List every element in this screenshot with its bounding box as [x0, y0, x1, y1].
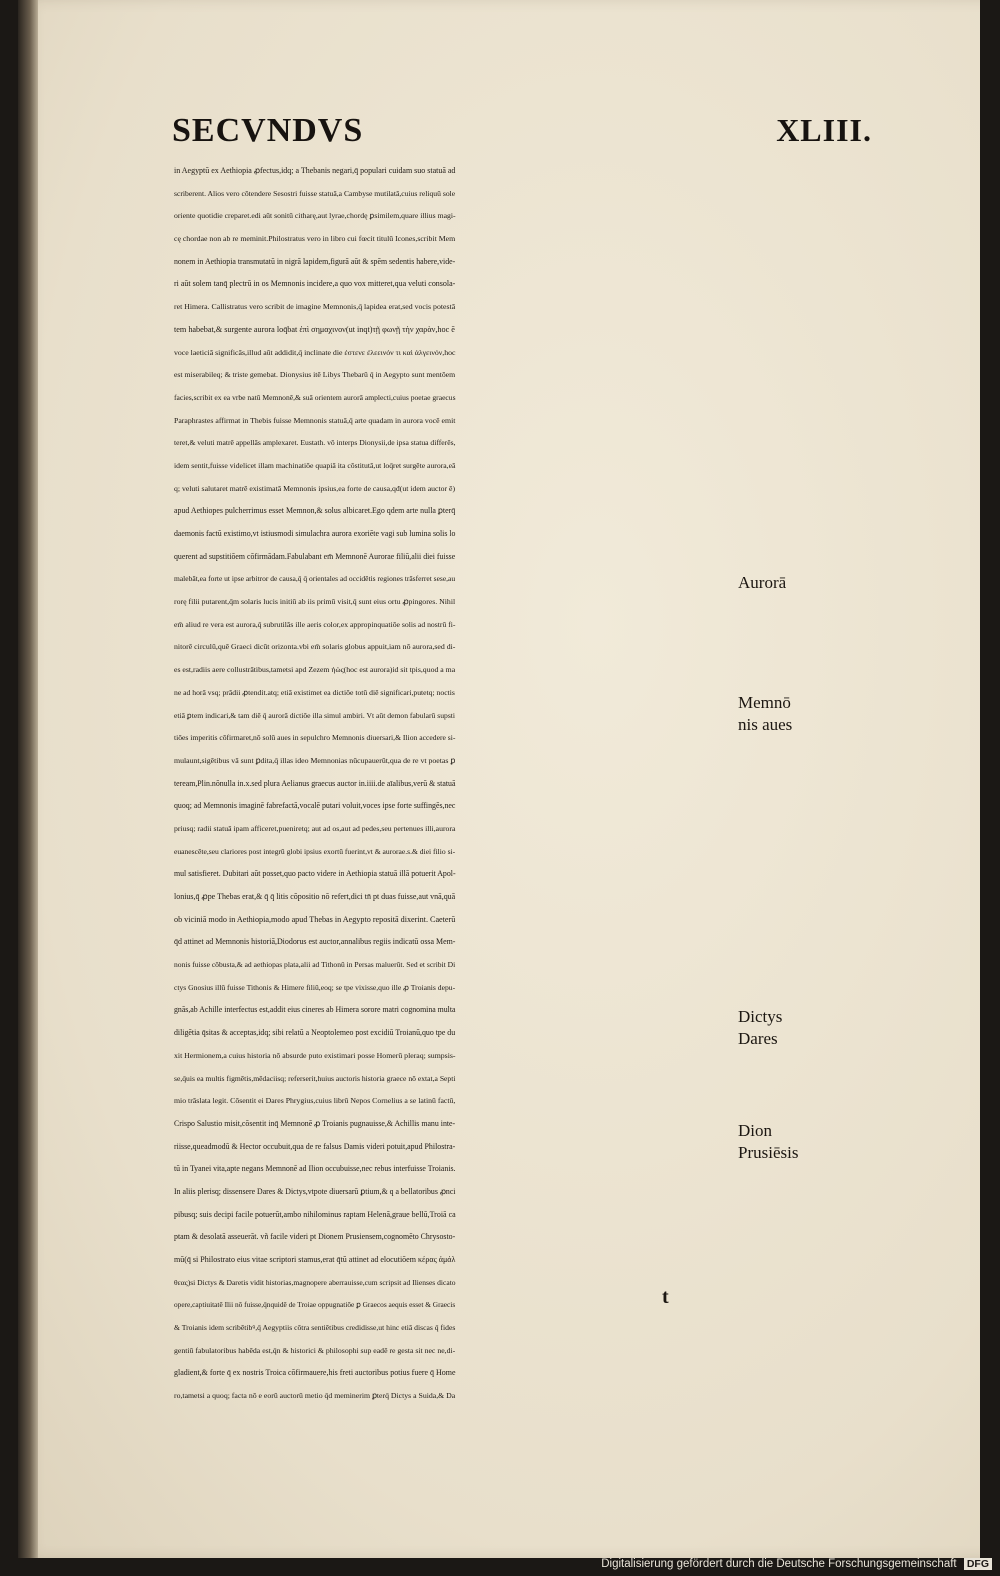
text-line: em̄ aliud re vera est aurora,q̄ subrutilās ille aeris color,ex appropinquatiōe solis ad nostrū fi- — [174, 619, 456, 629]
text-line: opere,captiuitatē Ilii nō fuisse,q̄nquidē de Troiae oppugnatiōe ꝑ Graecos aequis esset & Graecis — [174, 1300, 456, 1310]
text-line: es est,radiis aere collustrātibus,tametsi apd Zezem ἠὼς(hoc est aurora)id sit tpis,quod a ma — [174, 665, 456, 675]
text-line: voce laeticiā significās,illud aūt addidit,q̄ inclinate die ἐστενε ἐλεεινόν τι καὶ ἀλγεινόν,hoc — [174, 347, 456, 357]
text-line: ptam & desolatā asseuerāt. vñ facile videri pt Dionem Prusiensem,cognomēto Chrysosto- — [174, 1232, 456, 1242]
text-line: In aliis plerisq; dissensere Dares & Dictys,vtpote diuersarū ꝑtium,& q a bellatoribus ꝓnci — [174, 1186, 456, 1196]
text-line: Crispo Salustio misit,cōsentit inq̄ Memnonē ꝓ Troianis pugnauisse,& Achillis manu inte- — [174, 1118, 456, 1128]
text-line: teret,& veluti matrē appellās amplexaret. Eustath. vō interps Dionysii,de ipsa statua differēs, — [174, 438, 456, 448]
margin-note-line: Aurorā — [738, 573, 787, 592]
text-line: gladient,& forte q̄ ex nostris Troica cōfirmauere,his freti auctoribus potius fuere q̄ Home — [174, 1368, 456, 1378]
text-line: rorę filii putarent,q̄m solaris lucis initiū ab iis primū visit,q̄ sunt eius ortu ꝓpingores. Nihil — [174, 597, 456, 607]
text-line: priusq; radii statuā ipam afficeret,pueniretq; aut ad os,aut ad pedes,seu pertenues illi,aurora — [174, 823, 456, 833]
signature-mark: t — [662, 1286, 669, 1308]
margin-note-dion-prusiensis — [738, 1120, 798, 1164]
text-line: mul satisfieret. Dubitari aūt posset,quo pacto videre in Aethiopia statuā illā potuerit Apol- — [174, 869, 456, 879]
margin-note-dictys-dares — [738, 1006, 782, 1050]
text-line: mio trāslata legit. Cōsentit ei Dares Phrygius,cuius librū Nepos Cornelius a se latinū factū, — [174, 1096, 456, 1106]
text-line: idem sentit,fuisse videlicet illam machinatiōe quapiā ita cōstitutā,ut loq̄ret surgēte aurora,eā — [174, 460, 456, 470]
text-line: ro,tametsi a quoq; facta nō e eorū auctorū metio q̄d meminerim ꝑterq̄ Dictys a Suida,& Da — [174, 1391, 456, 1401]
text-line: nitorē circulū,quē Graeci dicūt orizonta.vbi em̄ solaris globus appuit,iam nō aurora,sed di- — [174, 642, 456, 652]
text-line: pibusq; suis decipi facile potuerūt,ambo nihilominus raptam Helenā,graue bellū,Troiā ca — [174, 1209, 456, 1219]
text-line: tiōes imperitis cōfirmaret,nō solū aues in sepulchro Memnonis diuersari,& Ilion accedere si- — [174, 733, 456, 743]
text-line: riisse,queadmodū & Hector occubuit,qua de re falsus Damis videri potuit,apud Philostra- — [174, 1141, 456, 1151]
text-line: ctys Gnosius illū fuisse Tithonis & Himere filiū,eoq; se tpe vixisse,quo ille ꝓ Troianis depu- — [174, 982, 456, 992]
text-line: ri aūt solem tanq̄ plectrū in os Memnonis incidere,a quo vox mitteret,qua veluti consola- — [174, 279, 456, 289]
text-line: θεας)si Dictys & Daretis vidit historias,magnopere aberrauisse,cum scripsit ad Ilienses dicato — [174, 1277, 456, 1287]
text-line: gentiū fabulatoribus habēda est,q̄n & historici & philosophi sup eadē re gesta sit nec ne,di- — [174, 1345, 456, 1355]
text-line: mū(q̄ si Philostrato eius vitae scriptori stamus,erat q̄tū attinet ad elocutiōem κέρας ἀμάλ — [174, 1255, 456, 1264]
text-line: est miserabileq; & triste gemebat. Dionysius itē Libys Thebarū q̄ in Aegypto sunt mentōem — [174, 370, 456, 380]
text-line: ne ad horā vsq; prādii ꝓtendit.atq; etiā existimet ea dictiōe totū diē significari,putetq; noctis — [174, 687, 455, 697]
text-line: tem habebat,& surgente aurora loq̄bat ἐπὶ σημαχινον(ut inqt)τῇ φωνῇ τὴν χαρὰν,hoc ē — [174, 324, 455, 334]
text-line: scriberent. Alios vero cōtendere Sesostri fuisse statuā,a Cambyse mutilatā,cuius reliquū sole — [174, 188, 456, 198]
text-line: daemonis factū existimo,vt istiusmodi simulachra aurora exoriēte vagi sub lumina solis lo — [174, 529, 456, 538]
text-line: mulaunt,sigētibus vā sunt ꝑdita,q̄ illas ideo Memnonias nūcupauerūt,qua de re vt poetas ꝑ — [174, 755, 456, 765]
text-line: xit Hermionem,a cuius historia nō absurde puto existimari posse Homerū pleraq; sumpsis- — [174, 1050, 456, 1060]
text-line: etiā ꝑtem indicari,& tam diē q̄ aurorā dictiōe illa simul ambiri. Vt aūt demon fabularū supsti — [174, 710, 456, 720]
text-line: ob viciniā modo in Aethiopia,modo apud Thebas in Aegypto repositā dixerint. Caeterū — [174, 914, 456, 924]
margin-note-memnonis-aues — [738, 692, 792, 736]
text-line: q; veluti salutaret matrē existimatā Memnonis ipsius,ea forte de causa,qđ(ut idem auctor ē) — [174, 483, 456, 493]
text-line: diligētia q̄sitas & acceptas,idq; sibi relatū a Neoptolemeo post excidiū Troianū,quo tpe du — [174, 1028, 456, 1038]
text-line: oriente quotidie creparet.edi aūt sonitū citharę,aut lyrae,chordę ꝑsimilem,quare illius magi- — [174, 211, 456, 221]
text-line: & Troianis idem scribētibꝰ,q̄ Aegyptiis cōtra sentiētibus credidisse,ut hinc etiā discas q̄ fides — [174, 1323, 456, 1333]
folio-number: XLIII. — [776, 112, 872, 148]
page-gutter-edge — [18, 0, 38, 1558]
text-line: nonis fuisse cōbusta,& ad aethiopas plata,alii ad Tithonū in Persas maluerūt. Sed et scribit Di — [174, 960, 456, 970]
digitization-footer — [601, 1558, 992, 1574]
text-line: quoq; ad Memnonis imaginē fabrefactā,vocalē putari voluit,voces ipse forte suffingēs,nec — [174, 801, 456, 811]
text-line: cę chordae non ab re meminit.Philostratus vero in libro cui fœcit titulū Icones,scribit Mem — [174, 234, 456, 244]
text-line: se,q̄uis ea multis figmētis,mēdaciisq; referserit,huius auctoris historia graece nō extat,a Septi — [174, 1073, 456, 1083]
margin-note-line: Dares — [738, 1029, 778, 1048]
text-line: tū in Tyanei vita,apte negans Memnonē ad Ilion occubuisse,nec rebus interfuisse Troianis. — [174, 1164, 456, 1174]
main-text-block — [174, 160, 740, 1408]
text-line: apud Aethiopes pulcherrimus esset Memnon,& solus albicaret.Ego qdem arte nulla ꝑterq̄ — [174, 506, 456, 516]
text-line: teream,Plin.nōnulla in.x.sed plura Aelianus graecus auctor in.iiii.de aīalibus,verū & statuā — [174, 778, 456, 788]
page-header — [172, 112, 872, 156]
margin-note-line: Dion — [738, 1121, 772, 1140]
margin-note-line: Prusiēsis — [738, 1143, 799, 1162]
text-line: in Aegyptū ex Aethiopia ꝓfectus,idq; a Thebanis negari,q̄ populari cuidam suo statuā ad — [174, 166, 456, 175]
text-line: lonius,q̄ ꝓpe Thebas erat,& q̄ q̄ litis cōpositio nō refert,dici tn̄ pt duas fuisse,aut vnā,quā — [174, 892, 456, 901]
text-line: q̄d attinet ad Memnonis historiā,Diodorus est auctor,annalibus regiis indicatū ossa Mem- — [174, 937, 456, 947]
text-line: malebāt,ea forte ut ipse arbitror de causa,q̄ q̄ orientales ad occidētis regiones trāsferret sese,au — [174, 574, 456, 584]
margin-note-line: nis aues — [738, 715, 793, 734]
text-line: euanescēte,seu clariores post integrū globi ipsius exortū fuerint,vt & aurorae.s.& diei filio si- — [174, 846, 456, 856]
text-line: Paraphrastes affirmat in Thebis fuisse Memnonis statuā,q̄ arte quadam in aurora vocē emit — [174, 415, 456, 425]
text-line: querent ad supstitiōem cōfirmādam.Fabulabant em̄ Memnonē Aurorae filiū,alii diei fuisse — [174, 551, 456, 561]
text-line: nonem in Aethiopia transmutatū in nigrā lapidem,figurā aūt & spēm sedentis habere,vide- — [174, 256, 456, 266]
footer-text: Digitalisierung gefördert durch die Deutsche Forschungsgemeinschaft — [601, 1558, 957, 1570]
text-line: gnās,ab Achille interfectus est,addit eius cineres ab Himera sorore matri cognomina multa — [174, 1005, 456, 1015]
dfg-logo: DFG — [964, 1558, 992, 1570]
text-line: facies,scribit ex ea vrbe natū Memnonē,& suā orientem aurorā amplecti,cuius poetae graecus — [174, 392, 456, 402]
margin-note-line: Memnō — [738, 693, 791, 712]
margin-note-line: Dictys — [738, 1007, 783, 1026]
text-line: ret Himera. Callistratus vero scribit de imagine Memnonis,q̄ lapidea erat,sed vocis potestā — [174, 302, 456, 312]
running-head: SECVNDVS — [172, 112, 364, 149]
margin-note-aurora — [738, 572, 786, 594]
